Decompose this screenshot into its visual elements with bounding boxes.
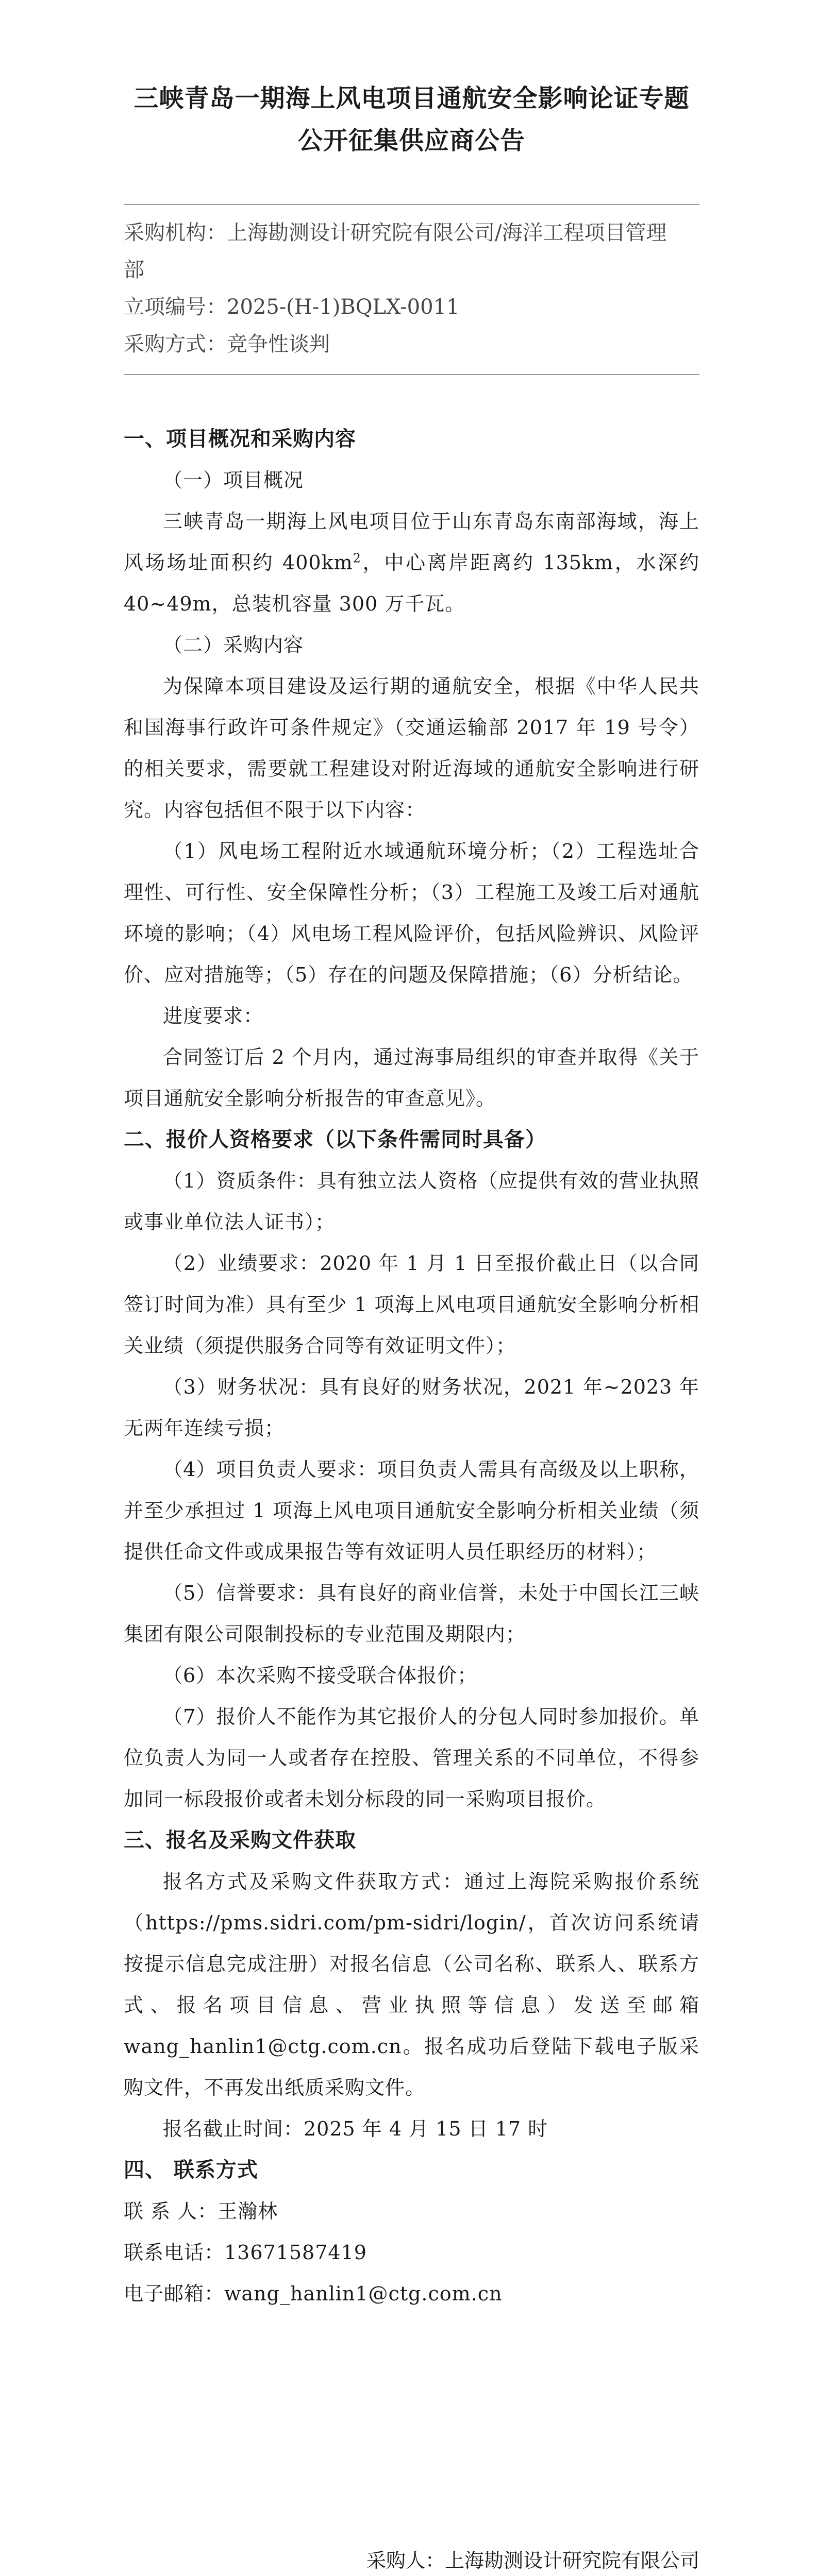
procurement-content-items: （1）风电场工程附近水域通航环境分析；（2）工程选址合理性、可行性、安全保障性分析；（3）工程施工及竣工后对通航环境的影响；（4）风电场工程风险评价，包括风险辨识、风险评价、应对措施等；（5）存在的问题及保障措施；（6）分析结论。 bbox=[124, 840, 699, 986]
qualification-item: （1）资质条件：具有独立法人资格（应提供有效的营业执照或事业单位法人证书）； bbox=[124, 1170, 699, 1233]
header-divider-top bbox=[124, 204, 699, 205]
header-divider-bottom bbox=[124, 374, 699, 375]
qualification-item: （5）信誉要求：具有良好的商业信誉，未处于中国长江三峡集团有限公司限制投标的专业范围及期限内； bbox=[124, 1582, 699, 1646]
procurement-content-intro: 为保障本项目建设及运行期的通航安全，根据《中华人民共和国海事行政许可条件规定》（交通运输部 2017 年 19 号令）的相关要求，需要就工程建设对附近海域的通航安全影响进行研究。内容包括但不限于以下内容： bbox=[124, 675, 699, 821]
signature-purchaser: 采购人：上海勘测设计研究院有限公司 bbox=[366, 2549, 699, 2572]
contact-email: 电子邮箱：wang_hanlin1@ctg.com.cn bbox=[124, 2282, 503, 2305]
section-1-sub-overview: （一）项目概况 bbox=[163, 469, 304, 492]
overview-superscript: 2 bbox=[353, 551, 361, 566]
document-title bbox=[124, 77, 699, 162]
section-2-heading: 二、报价人资格要求（以下条件需同时具备） bbox=[124, 1127, 546, 1151]
document-body bbox=[124, 418, 699, 2314]
procurement-meta bbox=[124, 214, 699, 363]
qualification-item: （3）财务状况：具有良好的财务状况，2021 年~2023 年无两年连续亏损； bbox=[124, 1376, 699, 1439]
qualification-item: （7）报价人不能作为其它报价人的分包人同时参加报价。单位负责人为同一人或者存在控股、管理关系的不同单位，不得参加同一标段报价或者未划分标段的同一采购项目报价。 bbox=[124, 1705, 699, 1810]
section-3-heading: 三、报名及采购文件获取 bbox=[124, 1828, 356, 1852]
progress-label: 进度要求： bbox=[163, 1005, 264, 1027]
purchaser-line-2: 部 bbox=[124, 258, 144, 282]
qualification-item: （2）业绩要求：2020 年 1 月 1 日至报价截止日（以合同签订时间为准）具有至少 1 项海上风电项目通航安全影响分析相关业绩（须提供服务合同等有效证明文件）； bbox=[124, 1252, 699, 1357]
project-number: 立项编号：2025-(H-1)BQLX-0011 bbox=[124, 295, 460, 319]
contact-block bbox=[124, 2191, 699, 2314]
purchaser-line-1: 采购机构：上海勘测设计研究院有限公司/海洋工程项目管理 bbox=[124, 221, 667, 245]
title-line-1: 三峡青岛一期海上风电项目通航安全影响论证专题 bbox=[133, 84, 690, 113]
progress-text: 合同签订后 2 个月内，通过海事局组织的审查并取得《关于项目通航安全影响分析报告的审查意见》。 bbox=[124, 1046, 699, 1110]
overview-text-b: ，中心离岸距离约 135km，水深约 40~49m，总装机容量 300 万千瓦。 bbox=[124, 551, 699, 615]
registration-instructions: 报名方式及采购文件获取方式：通过上海院采购报价系统（https://pms.sidri.com/pm-sidri/login/，首次访问系统请按提示信息完成注册）对报名信息（公司名称、联系人、联系方式、报名项目信息、营业执照等信息）发送至邮箱 wang_hanlin1@ctg.com.cn。报名成功后登陆下载电子版采购文件，不再发出纸质采购文件。 bbox=[124, 1870, 699, 2099]
contact-phone: 联系电话：13671587419 bbox=[124, 2241, 367, 2264]
overview-text-a: 三峡青岛一期海上风电项目位于山东青岛东南部海域，海上风场场址面积约 400km bbox=[124, 510, 699, 574]
qualification-item: （4）项目负责人要求：项目负责人需具有高级及以上职称，并至少承担过 1 项海上风电项目通航安全影响分析相关业绩（须提供任命文件或成果报告等有效证明人员任职经历的材料）； bbox=[124, 1458, 699, 1563]
title-line-2: 公开征集供应商公告 bbox=[297, 126, 525, 155]
signature-block bbox=[366, 2540, 699, 2576]
section-1-heading: 一、项目概况和采购内容 bbox=[124, 427, 356, 451]
registration-deadline: 报名截止时间：2025 年 4 月 15 日 17 时 bbox=[163, 2117, 548, 2140]
section-1-sub-content: （二）采购内容 bbox=[163, 634, 304, 656]
section-4-heading: 四、 联系方式 bbox=[124, 2158, 258, 2182]
contact-person: 联 系 人：王瀚林 bbox=[124, 2200, 278, 2223]
project-overview-text bbox=[124, 501, 699, 624]
qualification-item: （6）本次采购不接受联合体报价； bbox=[163, 1664, 478, 1687]
procurement-method: 采购方式：竞争性谈判 bbox=[124, 332, 330, 356]
